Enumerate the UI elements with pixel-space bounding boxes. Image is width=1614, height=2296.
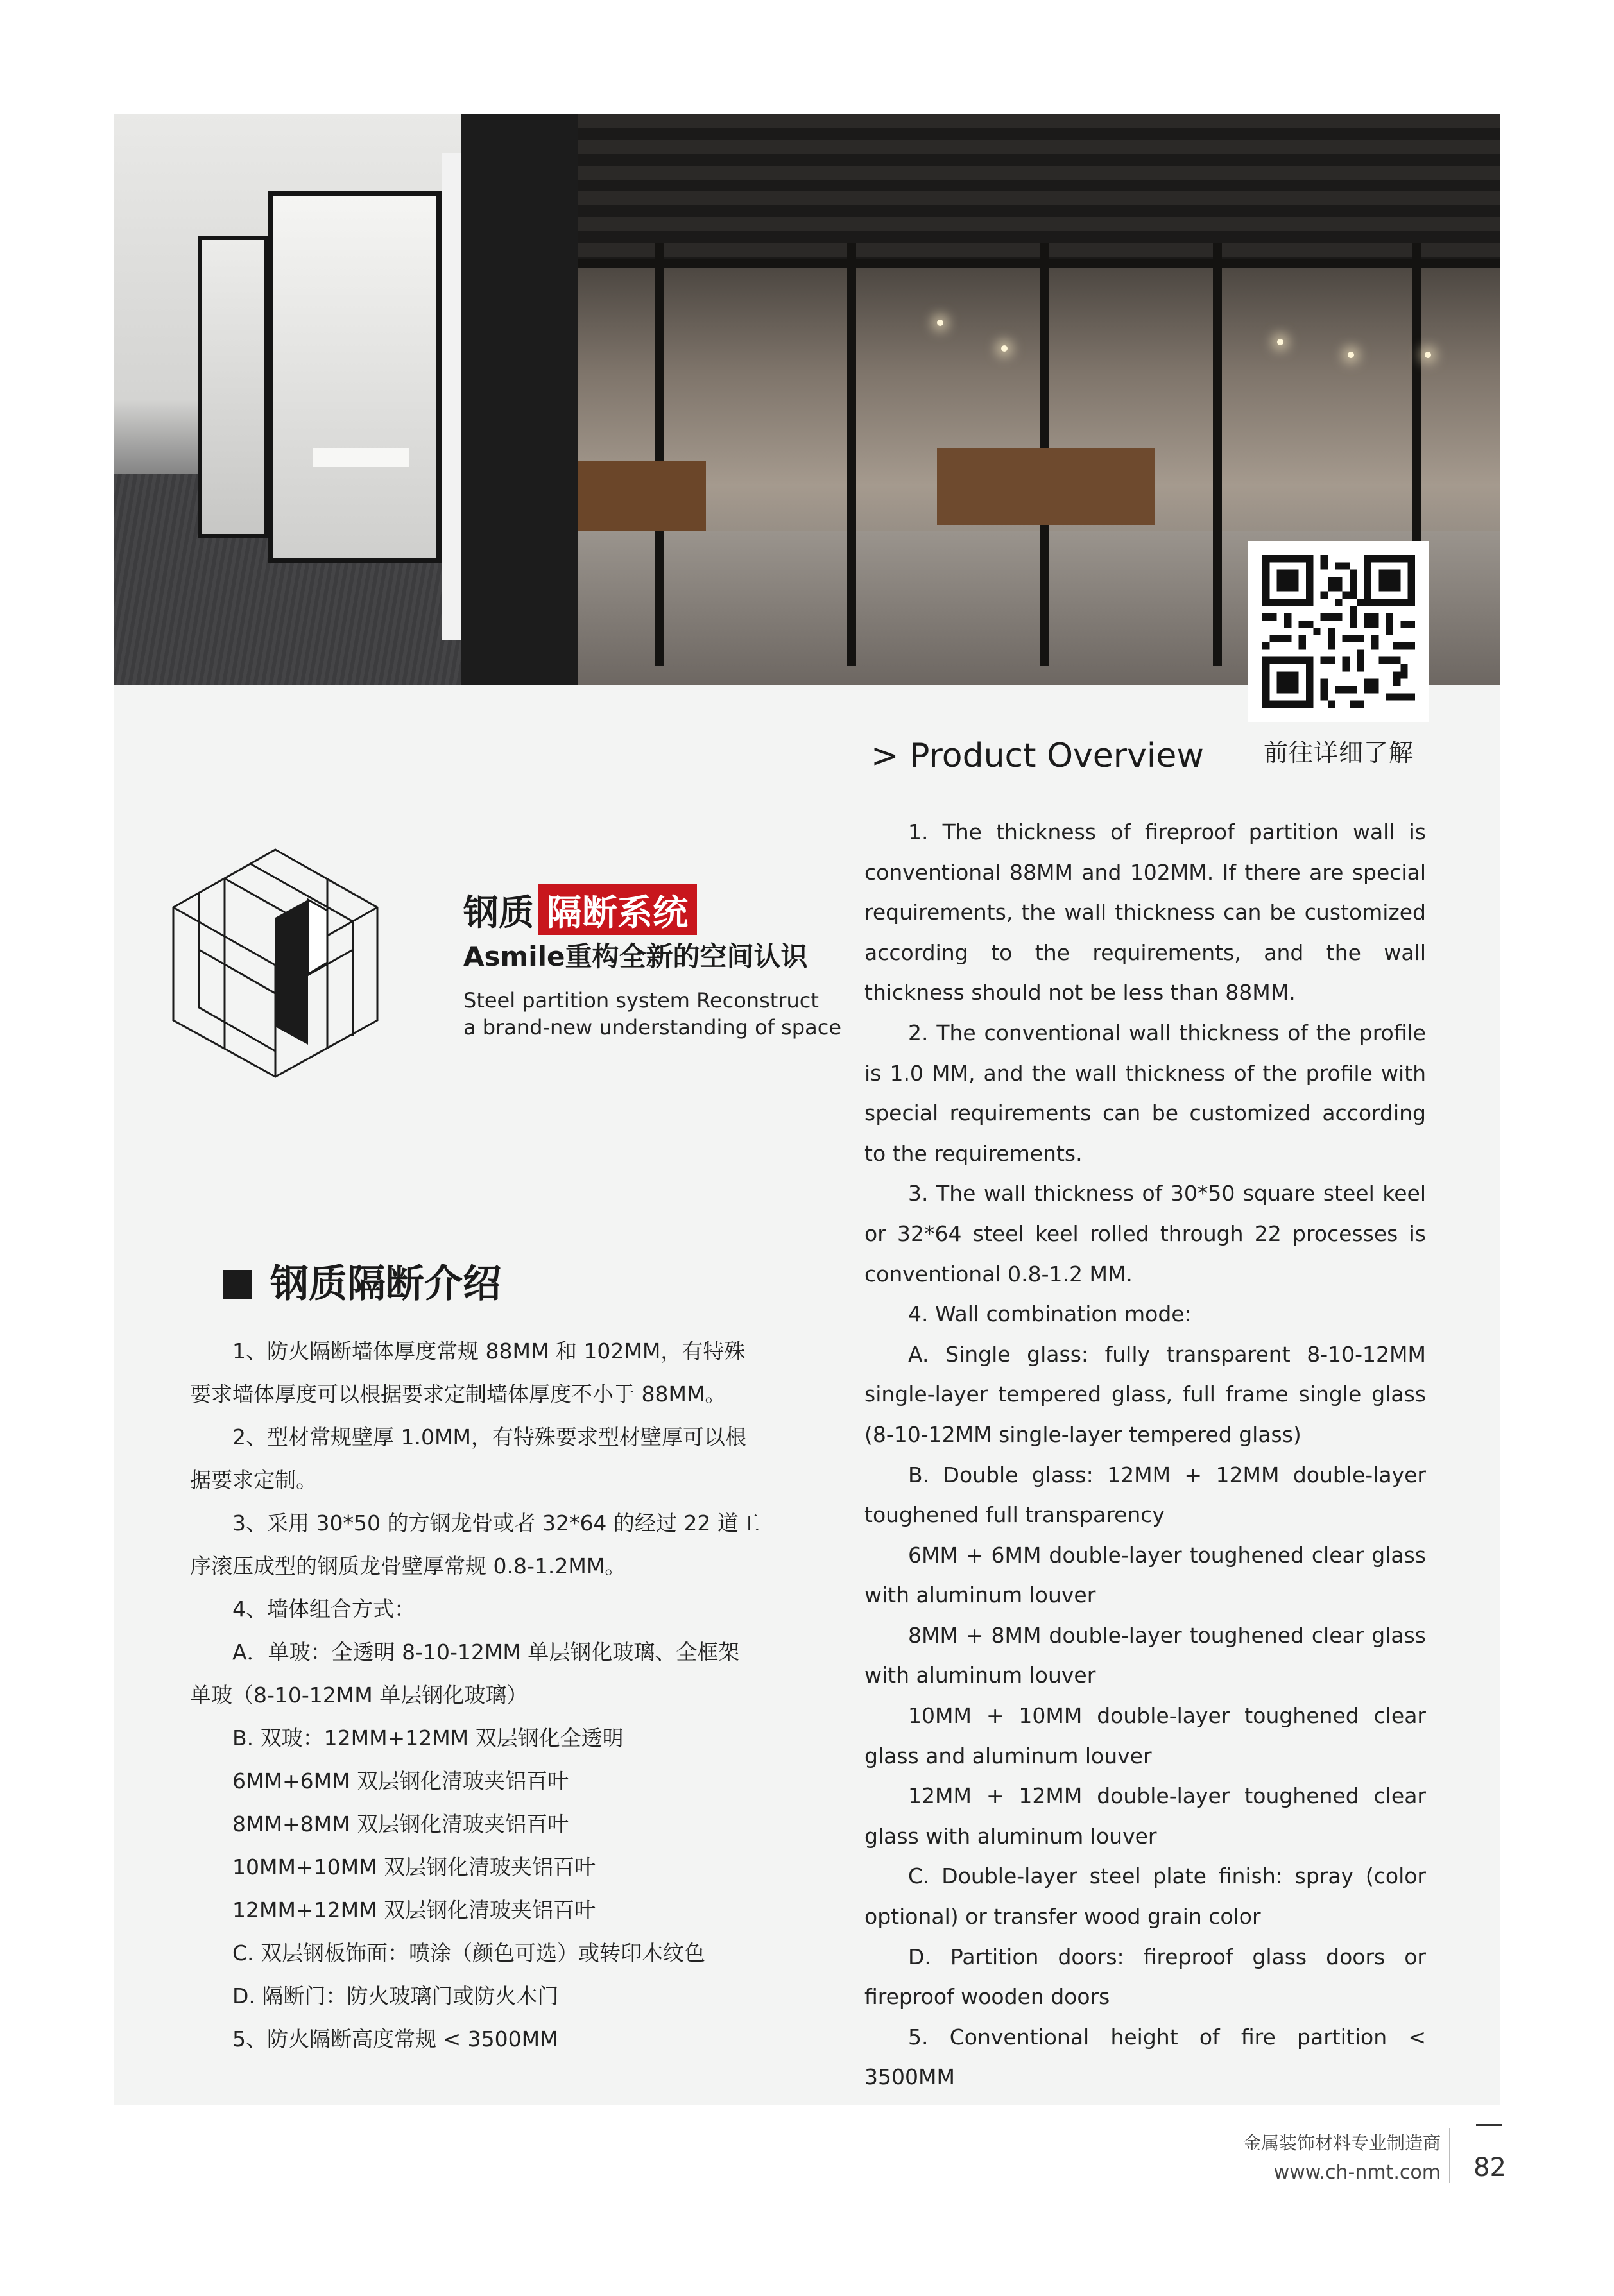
list-line: A．单玻：全透明 8-10-12MM 单层钢化玻璃、全框架 (232, 1640, 740, 1665)
list-line: B. 双玻：12MM+12MM 双层钢化全透明 (232, 1726, 624, 1751)
list-line: 要求墙体厚度可以根据要求定制墙体厚度不小于 88MM。 (190, 1382, 726, 1407)
qr-caption: 前往详细了解 (1263, 739, 1414, 767)
list-line: 6MM+6MM 双层钢化清玻夹铝百叶 (232, 1769, 569, 1794)
title-black: 钢质 (463, 892, 535, 933)
intro-list-cn (190, 1330, 761, 2060)
overview-paragraph: 4. Wall combination mode: (908, 1301, 1192, 1327)
list-line: 2、型材常规壁厚 1.0MM，有特殊要求型材壁厚可以根 (232, 1425, 746, 1450)
overview-paragraph: C. Double-layer steel plate finish: spray (color optional) or transfer wood grain color (864, 1863, 1426, 1930)
section-heading-cn (223, 1253, 501, 1308)
partition-cube-logo-icon (171, 847, 380, 1079)
subtitle-en-line: a brand-new understanding of space (463, 1015, 841, 1040)
list-line: 5、防火隔断高度常规 < 3500MM (232, 2026, 558, 2052)
product-title (463, 884, 697, 935)
overview-paragraph: 12MM + 12MM double-layer toughened clear glass with aluminum louver (864, 1783, 1426, 1849)
list-line: 1、防火隔断墙体厚度常规 88MM 和 102MM，有特殊 (232, 1339, 746, 1364)
product-overview-heading: > Product Overview (871, 737, 1204, 775)
qr-code-icon (1262, 555, 1415, 708)
list-line: 3、采用 30*50 的方钢龙骨或者 32*64 的经过 22 道工 (232, 1511, 760, 1536)
overview-list-en (864, 812, 1426, 2098)
list-line: 8MM+8MM 双层钢化清玻夹铝百叶 (232, 1812, 569, 1837)
overview-paragraph: 2. The conventional wall thickness of the profile is 1.0 MM, and the wall thickness of the profile with special requirements can be customized according to the requirements. (864, 1020, 1426, 1166)
overview-paragraph: 6MM + 6MM double-layer toughened clear glass with aluminum louver (864, 1542, 1426, 1608)
page-number: 82 (1473, 2153, 1506, 2182)
overview-paragraph: 8MM + 8MM double-layer toughened clear glass with aluminum louver (864, 1622, 1426, 1688)
list-line: 4、墙体组合方式： (232, 1597, 415, 1622)
overview-paragraph: 1. The thickness of fireproof partition wall is conventional 88MM and 102MM. If there are special requirements, the wall thickness can be customized according to the requirements, and the wall thickness should not be less than 88MM. (864, 819, 1426, 1006)
title-red-highlight: 隔断系统 (538, 884, 697, 935)
overview-paragraph: 5. Conventional height of fire partition < 3500MM (864, 2024, 1426, 2090)
list-line: 据要求定制。 (190, 1468, 317, 1493)
footer-url[interactable]: www.ch-nmt.com (1273, 2161, 1441, 2184)
subtitle-en-line: Steel partition system Reconstruct (463, 988, 819, 1013)
qr-code[interactable] (1248, 541, 1429, 722)
footer-divider (1449, 2128, 1450, 2183)
footer-company: 金属装饰材料专业制造商 (1242, 2132, 1441, 2154)
overview-paragraph: D. Partition doors: fireproof glass doors or fireproof wooden doors (864, 1944, 1426, 2010)
list-line: 单玻（8-10-12MM 单层钢化玻璃） (190, 1683, 528, 1708)
list-line: 12MM+12MM 双层钢化清玻夹铝百叶 (232, 1898, 596, 1923)
section-heading-text: 钢质隔断介绍 (270, 1262, 501, 1306)
list-line: C. 双层钢板饰面：喷涂（颜色可选）或转印木纹色 (232, 1940, 706, 1966)
subtitle-cn: Asmile重构全新的空间认识 (463, 941, 808, 972)
overview-paragraph: 3. The wall thickness of 30*50 square steel keel or 32*64 steel keel rolled through 22 processes is conventional 0.8-1.2 MM. (864, 1181, 1426, 1287)
overview-paragraph: B. Double glass: 12MM + 12MM double-layer toughened full transparency (864, 1462, 1426, 1528)
corridor-photo (114, 114, 578, 685)
list-line: 10MM+10MM 双层钢化清玻夹铝百叶 (232, 1855, 596, 1880)
overview-paragraph: A. Single glass: fully transparent 8-10-12MM single-layer tempered glass, full frame single glass (8-10-12MM single-layer tempered glass) (864, 1341, 1426, 1447)
square-bullet-icon (223, 1270, 252, 1299)
page-number-dash (1476, 2124, 1502, 2126)
list-line: D. 隔断门：防火玻璃门或防火木门 (232, 1983, 559, 2009)
subtitle-en (463, 987, 841, 1041)
overview-paragraph: 10MM + 10MM double-layer toughened clear glass and aluminum louver (864, 1703, 1426, 1769)
list-line: 序滚压成型的钢质龙骨壁厚常规 0.8-1.2MM。 (190, 1554, 626, 1579)
